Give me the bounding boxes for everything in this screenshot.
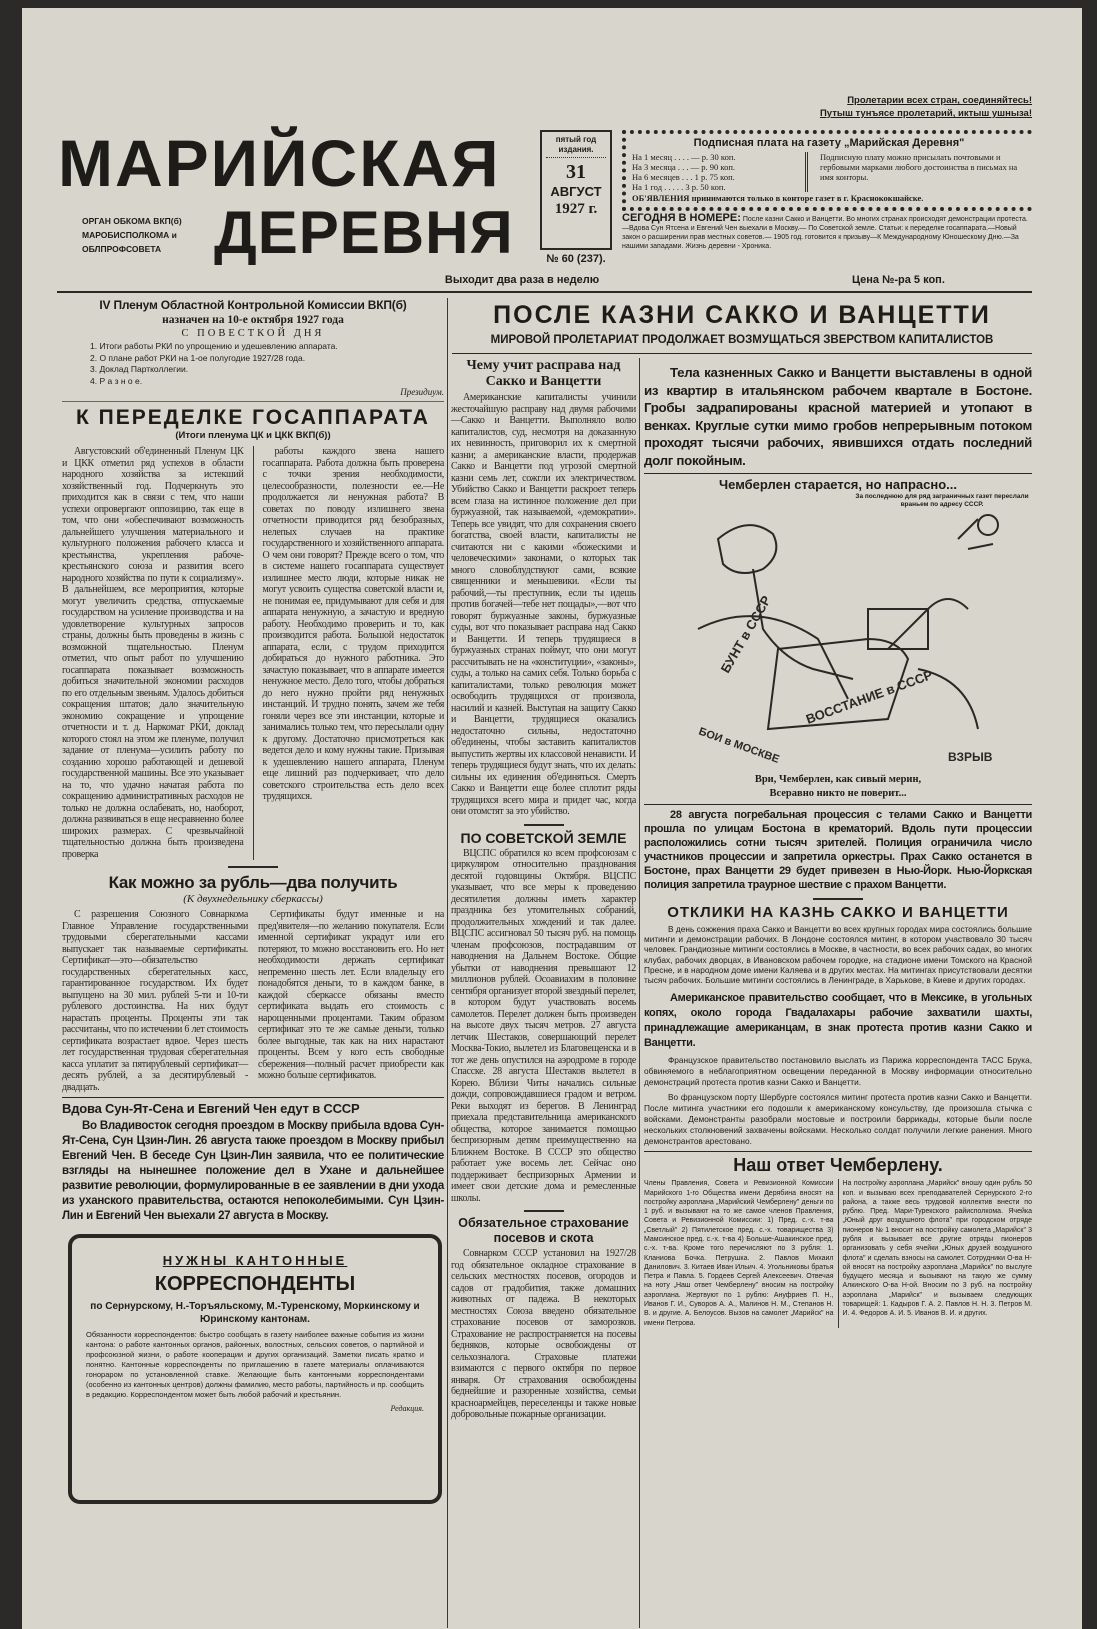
article-text: 28 августа погребальная процессия с телами Сакко и Ванцетти прошла по улицам Бостона в крематорий. Вдоль пути процессии расположились сотни тысяч зрителей. Полиция ограничила число участников процессии и запретила оркестры. Прах Сакко останется в Бостоне, прах Ванцетти 29 будет привезен в Нью-Йорк. Нью-Йоркская полиция запретила траурное шествие с прахом Ванцетти. bbox=[644, 809, 1032, 891]
masthead-organ: ОРГАН ОБКОМА ВКП(б) МАРОБИСПОЛКОМА и ОБЛПРОФСОВЕТА bbox=[82, 216, 182, 254]
column-divider bbox=[639, 358, 640, 1628]
korr-signature: Редакция. bbox=[390, 1404, 424, 1413]
today-label: СЕГОДНЯ В НОМЕРЕ: bbox=[622, 212, 741, 224]
divider bbox=[452, 353, 1032, 354]
sacco-subhead: МИРОВОЙ ПРОЛЕТАРИАТ ПРОДОЛЖАЕТ ВОЗМУЩАТЬСЯ ЗВЕРСТВОМ КАПИТАЛИСТОВ bbox=[490, 334, 994, 346]
agenda-item: 3. Доклад Партколлегии. bbox=[90, 364, 189, 374]
gosapparat-header bbox=[62, 405, 444, 442]
insurance-title: Обязательное страхование посевов и скота bbox=[458, 1216, 629, 1245]
frequency: Выходит два раза в неделю bbox=[444, 274, 600, 286]
cartoon-label: ВЗРЫВ bbox=[948, 750, 993, 764]
rubl-columns bbox=[62, 909, 444, 1093]
korr-text: Обязанности корреспондентов: быстро сообщать в газету наиболее важные события из жизни кантона: о работе кантонных органов, районных, волостных, сельских советов, о партийной и профсоюзной жизни, о работе кооперации и других организаций. Заметки писать кратко и понятно. Кантонные корреспонденты по приглашению в газете материалы оплачиваются гонораром по установленной ставке. Желающие быть кантонными корреспондентами (особенно из кантонных центров) должны фамилию, место работы, партийность и пр. сообщить в редакцию. Корреспондентом может быть любой рабочий и крестьянин. bbox=[86, 1330, 424, 1399]
gosapparat-col1 bbox=[62, 446, 244, 860]
slogan-russian: Пролетарии всех стран, соединяйтесь! bbox=[847, 95, 1032, 106]
cartoon-title: Чемберлен старается, но напрасно... bbox=[719, 477, 957, 492]
divider bbox=[228, 866, 278, 868]
article-text: Тела казненных Сакко и Ванцетти выставлены в одной из квартир в итальянском рабочем квартале в Бостоне. Гробы задрапированы красной материей и утопают в венках. Круглые сутки мимо гробов непрерывным потоком проходят тысячи рабочих, явившихся отдать последний долг покойным. bbox=[644, 365, 1032, 468]
subscription-rate: На 1 год . . . . . 3 р. 50 коп. bbox=[632, 182, 726, 192]
left-column bbox=[62, 298, 444, 1504]
article-text: Во Владивосток сегодня проездом в Москву прибыла вдова Сун-Ят-Сена, Сун Цзин-Лин. 26 августа также проездом в Москву прибыл Евгений Чен. В беседе Сун Цзин-Лин заявила, что ее политические взгляды на нынешнее положение дел в Ухане и дальнейшее развитие революции, формулированные в ее заявлении в дни ухода из уханского правительства, остаются непоколебимыми. Сун Цзин-Лин и Евгений Чен выехали 27 августа в Москву. bbox=[62, 1120, 444, 1222]
slogan-mari: Путыш тунъясе пролетарий, иктыш ушныза! bbox=[819, 108, 1032, 119]
mexico-text: Американское правительство сообщает, что в Мексике, в угольных копях, около города Гвадалахары рабочие захватили шахты, принадлежащие американцам, в знак протеста против казни Сакко и Ванцетти. bbox=[644, 992, 1032, 1050]
masthead-rule bbox=[57, 291, 1032, 293]
middle-column bbox=[451, 358, 636, 1421]
divider bbox=[644, 1151, 1032, 1152]
plenum-date: назначен на 10-е октября 1927 года bbox=[162, 314, 344, 326]
divider bbox=[62, 401, 444, 402]
subscription-rate: На 3 месяца . . . — р. 90 коп. bbox=[632, 162, 736, 172]
otkliki-text1: В день сожжения праха Сакко и Ванцетти во всех крупных городах мира состоялись большие митинги и демонстрации рабочих. В Лондоне состоялся митинг, в котором участвовало 30 тысяч человек. Грандиозные митинги состоялись в Москве, в частности, во всех рабочих садах, во многих клубах, рабочих дворцах, в Ивановском рабочем городке, на стадионе имени Томского на Красной Пресне, и в народном доме имени Каляева и в других местах. На митингах присутствовали десятки тысяч рабочих. Большие митинги состоялись в Ленинграде, в Харькове, в Киеве и других городах. bbox=[644, 924, 1032, 986]
today-in-issue bbox=[622, 214, 1032, 251]
subscription-note: Подписную плату можно присылать почтовыми и гербовыми марками любого достоинства в письмах на имя конторы. bbox=[805, 152, 1026, 192]
article-text: Августовский об'единенный Пленум ЦК и ЦКК отметил ряд успехов в области народного хозяйства за истекший хозяйственный год. Подчеркнуть это приходится как в связи с тем, что наши успехи опровергают оппозицию, так еще в том, что они «обеспечивают возможность дальнейшего улучшения материального и культурного положения рабочего класса и крестьянства, укрепления рабоче-крестьянского союза и развития всего народного хозяйства по пути к социализму». В дальнейшем, все мероприятия, которые могут увеличить средства, отпускаемые государством на усиление производства и на удовлетворение культурных запросов страны, должны быть проведены в жизнь с возможной тщательностью. Пленум отметил, что опыт работ по улучшению госаппарата показывает возможность добиться значительной экономии расходов по его отдельным звеньям. Удалось добиться сокращения штатов; дало значительную экономию сокращение и упрощение отчетности и т. д. Наркомат РКИ, доклад которого стоял на этом же пленуме, получил задание от пленума—усилить работу по созданию хорошо работающей и дешевой государственной машины. Все это указывает на то, что удачно начатая работа по сокращению административных расходов не только не должна ослабевать, но, наоборот, должна развиваться в еще несравненно более широких размерах. С чрезвычайной тщательностью должна быть произведена проверка bbox=[62, 446, 244, 860]
article-text: Совнарком СССР установил на 1927/28 год обязательное окладное страхование в сельских местностях посевов, огородов и садов от градобития, также домашних животных от падежа. В некоторых местностях Союза введено обязательное страхование посевов от заморозков. Страхование не распространяется на посевы бедняков, которые освобождены от сельхозналога. Страховые платежи взимаются с первого октября по первое января. От страхования освобождены беднейшие и разоренные хозяйства, семьи красноармейцев, переселенцы и также новые добровольные пожарные организации. bbox=[451, 1248, 636, 1420]
subscription-box bbox=[622, 130, 1032, 211]
cartoon-label: ВОССТАНИЕ в СССР bbox=[803, 667, 935, 727]
newspaper-page bbox=[22, 8, 1082, 1629]
rubl-title: Как можно за рубль—два получить bbox=[108, 873, 398, 892]
right-column bbox=[644, 364, 1032, 1328]
plenum-title: IV Пленум Областной Контрольной Комиссии ВКП(б) bbox=[99, 298, 407, 312]
divider bbox=[644, 804, 1032, 805]
article-text: С разрешения Союзного Совнаркома Главное Управление государственными трудовыми сберегательными кассами выпускает так называемые сертификаты. Сертификат—это—обязательство государственных сберегательных касс, гарантированное государством. Их будет выпущено на 30 мил. рублей 5-ти и 10-ти рублевого достоинства. На них будут нарастать проценты. Проценты эти так рассчитаны, что по истечении 6 лет стоимость сертификата возрастает вдвое. Через шесть лет государственная трудовая сберегательная касса уплатит за пятирублевый сертификат—десять рублей, а за десятирублевый - двадцать. bbox=[62, 909, 248, 1093]
cartoon-subtitle: За последнюю для ряд заграничных газет переслали враньем по адресу СССР. bbox=[855, 493, 1029, 508]
correspondents-box bbox=[68, 1234, 442, 1504]
article-text: Сертификаты будут именные и на пред'явителя—по желанию покупателя. Если именной сертификат украдут или его потеряют, то можно восстановить его. Но нет необходимости держать сертификат непременно шесть лет. Если владельцу его понадобятся деньги, то в каждом банке, в каждой сберкассе обязаны вместо сертификата выдать его стоимость с нарощенными процентами. Таким образом сертификат это те же самые деньги, только более выгодные, так как на них нарастают проценты. Всем у кого есть свободные сбережения—полный расчет приобрести как можно больше сертификатов. bbox=[258, 909, 444, 1081]
publication-year: пятый год издания. bbox=[546, 135, 606, 158]
column-divider bbox=[838, 1179, 839, 1328]
cartoon-label: БУНТ в СССР bbox=[717, 593, 774, 676]
column-divider bbox=[253, 446, 254, 860]
agenda-item: 4. Р а з н о е. bbox=[90, 375, 143, 386]
gosapparat-subtitle: (Итоги пленума ЦК и ЦКК ВКП(б)) bbox=[175, 430, 331, 441]
cartoon-chamberlain bbox=[658, 509, 1018, 771]
otvet-col2: На постройку аэроплана „Марийск" вношу один рубль 50 коп. и вызываю всех преподавателей Сернурского 2-го района, а также весь трудовой коллектив внести по рублю. Пред. Мари-Турекского райисполкома. Ячейка „Юный друг воздушного флота" при городском отряде пионеров № 1 вносит на постройку самолета „Марийск" 3 рубля и вызывает все другие отряды пионеров организовать у себя ячейки „Юных друзей воздушного флота" и сделать взносы на самолет. Сотрудники О-ва Н-ой вносят на постройку аэроплана „Марийск" по выслуге будущего месяца и вызывают на такую же сумму Алкинского О-ва Н-ой. Вносим по 3 руб. на постройку аэроплана „Марийск" и вызываем следующих товарищей: 1. Кадыров Г. А. 2. Павлов Н. Н. 3. Петров М. И. 4. Федоров А. И. 5. Иванов В. И. и других. bbox=[842, 1180, 1032, 1318]
divider bbox=[644, 473, 1032, 474]
divider bbox=[62, 1097, 444, 1098]
divider bbox=[813, 898, 863, 900]
otvet-col1: Члены Правления, Совета и Ревизионной Комиссии Марийского 1-го Общества имени Дерябина вносят на постройку аэроплана „Марийский Чемберлену" деньги по 1 руб. и вызывают на то же самое членов Правления, Совета и Ревизионной Комиссии: 1) Пред. с.-х. т-ва „Светлый" 2) Пятилетское пред. с.-х. товарищества 3) Мамсинское пред. с.-х. т-ва 4) Больше-Ашакинское пред. с.-х. т-ва. Кроме того перечисляют по 3 рубля: 1. Кланиова Бочка. Петрушка. 2. Павлов Михаил Данилович. 3. Китаев Иван Ильич. 4. Угольниковы братья Петра и Павла. 5. Гордеев Сергей Алексеевич. Отвечая на ноту „Наш ответ Чемберлену" вносим на постройку аэроплана. Жертвуют по 1 рублю: Ануфриев П. Н., Иванов Г. И., Суворов А. А., Малинов Н. М., Степанов Н. В. и другие. А. Белоусов. Вызов на самолет „Марийск" на имени Петрова. bbox=[644, 1180, 834, 1327]
ads-note: ОБ'ЯВЛЕНИЯ принимаются только в конторе газет в г. Краснококшайске. bbox=[632, 193, 924, 203]
plenum-signature: Президиум. bbox=[400, 387, 444, 397]
otkliki-text2: Французское правительство постановило выслать из Парижа корреспондента ТАСС Брука, обвиняемого в неблагоприятном освещении переданной в Москву информации относительно демонстраций протеста против казни Сакко и Ванцетти. bbox=[644, 1055, 1032, 1088]
date-day: 31 bbox=[566, 161, 586, 183]
soviet-title: ПО СОВЕТСКОЙ ЗЕМЛЕ bbox=[460, 829, 627, 846]
subscription-title: Подписная плата на газету „Марийская Деревня" bbox=[693, 137, 965, 149]
article-text: Американские капиталисты учинили жесточайшую расправу над двумя рабочими—Сакко и Ванцетти. Выполняло волю капиталистов, суд, несмотря на доказанную их невинность, приговорил их к смертной казни; а американские власти, продержав Сакко и Ванцетти под угрозой смертной казни семь лет, сожгли их электричеством. Убийство Сакко и Ванцетти раскроет теперь всем глаза на истинное положение дел при буржуазной, так называемой, «демократии». Теперь все увидят, что для сохранения своего богатства, своей власти, капиталисты не считаются ни с какими «божескими и человеческими» законами, о которых так много словоблудствуют сами, всякие священники и меньшевики. «Если ты рабочий,—ты преступник, если ты идешь против богачей—тебе нет пощады»,—вот что говорят буржуазные законы, буржуазные суды, вот что показывает расправа над Сакко и Ванцетти. И теперь трудящиеся в буржуазных странах поймут, что они могут рассчитывать не на «конституции», «законы», суды, а только на самих себя. Только борьба с капиталистами, только революция может освободить трудящихся от произвола, насилий и казней. Выступая на защиту Сакко и Ванцетти, трудящиеся оказались недостаточно сильны, недостаточно об'единены, чтобы заставить капиталистов выпустить жертвы их классовой ненависти. И теперь трудящиеся будут знать, что их делать: сильны их единения об'единяться. Смерть Сакко и Ванцетти еще более сплотит ряды трудящихся всего мира и придет час, когда они отомстят за это убийство. bbox=[451, 392, 636, 817]
date-year: 1927 г. bbox=[554, 201, 598, 217]
cartoon-caption bbox=[644, 773, 1032, 801]
gosapparat-title: К ПЕРЕДЕЛКЕ ГОСАППАРАТА bbox=[76, 406, 430, 429]
cartoon-illustration bbox=[658, 509, 1018, 771]
subscription-rate: На 6 месяцев . . . 1 р. 75 коп. bbox=[632, 172, 735, 182]
agenda-item: 1. Итоги работы РКИ по упрощению и удешевлению аппарата. bbox=[90, 341, 338, 351]
funeral-text bbox=[644, 808, 1032, 892]
column-divider bbox=[447, 298, 448, 1628]
otvet-title: Наш ответ Чемберлену. bbox=[733, 1155, 943, 1176]
masthead-title-line1: МАРИЙСКАЯ bbox=[58, 126, 501, 200]
masthead-title-line2: ДЕРЕВНЯ bbox=[214, 199, 514, 266]
cartoon-label: БОИ в МОСКВЕ bbox=[696, 725, 781, 766]
divider bbox=[524, 824, 564, 826]
uchit-title: Чему учит расправа над Сакко и Ванцетти bbox=[466, 358, 621, 389]
rubl-header bbox=[62, 872, 444, 906]
korr-title1: НУЖНЫ КАНТОННЫЕ bbox=[162, 1253, 348, 1268]
korr-subtitle: по Сернурскому, Н.-Торъяльскому, М.-Туренскому, Моркинскому и Юринскому кантонам. bbox=[90, 1301, 420, 1325]
korr-title2: КОРРЕСПОНДЕНТЫ bbox=[154, 1273, 356, 1295]
slogans bbox=[807, 94, 1032, 120]
agenda-item: 2. О плане работ РКИ на 1-ое полугодие 1927/28 года. bbox=[90, 352, 306, 363]
masthead-right bbox=[622, 130, 1032, 251]
rubl-col2 bbox=[258, 909, 444, 1093]
sacco-headline: ПОСЛЕ КАЗНИ САККО И ВАНЦЕТТИ bbox=[493, 301, 991, 329]
caption-line: Всеравно никто не поверит... bbox=[769, 788, 907, 799]
article-text: ВЦСПС обратился ко всем профсоюзам с циркуляром относительно празднования десятой годовщины Октября. ВЦСПС указывает, что все меры к проведению десятилетия должны иметь характер праздника без утомительных собраний, продолжительных хождений и так далее. ВЦСПС ассигновал 50 тысяч руб. на помощь членам профсоюзов, пострадавшим от наводнения на Дальнем Востоке. Общие убытки от наводнения превышают 12 миллионов рублей. Осоавиахим в половине сентября организует второй звездный перелет, в котором будут участвовать восемь самолетов. Перелет должен быть произведен на высоте двух тысяч метров. 27 августа летчик Шестаков, совершающий перелет Москва-Токио, вылетел из Благовещенска и в тот же день опустился на аэродроме в городе Спасске. 28 августа Шестаков вылетел в Корею. Вблизи Читы начались сильные дожди, сопровождавшиеся градом и ветром. Реки выходят из берегов. В Ленинград приехала представительница американского общества, которое занимается помощью беспризорным детям преимущественно на Ближнем Востоке. В СССР это общество работает уже восемь лет. Сейчас оно поддерживает беспризорных Армении и имеет свои детские дома и ремесленные школы. bbox=[451, 847, 636, 1204]
otkliki-text3: Во французском порту Шербурге состоялся митинг протеста против казни Сакко и Ванцетти. После митинга участники его подошли к американскому консульству, где произошла стычка с войсками. Демонстранты разобрали мостовые и построили баррикады, которые были после нескольких столкновений захвачены войсками. Несколько солдат получили легкие ранения. Много демонстрантов арестовано. bbox=[644, 1092, 1032, 1147]
otkliki-title: ОТКЛИКИ НА КАЗНЬ САККО И ВАНЦЕТТИ bbox=[667, 904, 1009, 921]
issue-number: № 60 (237). bbox=[546, 253, 606, 265]
sacco-lead bbox=[644, 364, 1032, 469]
gosapparat-columns bbox=[62, 446, 444, 860]
gosapparat-col2 bbox=[262, 446, 444, 860]
soviet-text bbox=[451, 848, 636, 1205]
date-box bbox=[540, 130, 612, 250]
chen-text bbox=[62, 1119, 444, 1224]
divider bbox=[524, 1210, 564, 1212]
today-text: После казни Сакко и Ванцетти. Во многих странах происходят демонстрации протеста.—Вдова Сун Ятсена и Евгений Чен выехали в Москву.— По Советской земле. Статьи: к переделке госаппарата.—Новый закон о расширении прав местных советов.— 1905 год. готовится к призыву—К Международному Юношескому Дню.—За нашими западами. Жизнь деревни - Хроника. bbox=[622, 216, 1028, 250]
chen-title: Вдова Сун-Ят-Сена и Евгений Чен едут в СССР bbox=[62, 1101, 360, 1116]
plenum-notice bbox=[62, 298, 444, 398]
caption-line: Ври, Чемберлен, как сивый мерин, bbox=[754, 774, 922, 785]
date-month: АВГУСТ bbox=[550, 184, 602, 199]
uchit-text bbox=[451, 392, 636, 818]
plenum-agenda-label: С ПОВЕСТКОЙ ДНЯ bbox=[181, 328, 325, 339]
subscription-rate: На 1 месяц . . . . — р. 30 коп. bbox=[632, 152, 736, 162]
rubl-subtitle: (К двухнедельнику сберкассы) bbox=[183, 893, 323, 905]
article-text: работы каждого звена нашего госаппарата. Работа должна быть проверена с точки зрения необходимости, целесообразности, полезности ее.—Не продолжается ли ненужная работа? В советах по поводу излишнего звена отчетности приводится ряд безобразных, нелепых случаев на практике государственного и хозяйственного аппарата. О чем они говорят? Прежде всего о том, что в системе нашего госаппарата существует излишнее место люди, которые никак не могут усвоить существа советской власти и, не понимая ее, придумывают для себя и для аппарата ненужную, а зачастую и вредную работу. Необходимо проверить и то, как производится работа. Большой недостаток аппарата, если, с трудом приходится добираться до нужного работника. Это зачастую показывает, что в аппарате имеется ненужное место. Дело того, чтобы добраться до него нужно пройти ряд ненужных инстанций. И трудно понять, зачем же тебя гоняли через все эти инстанции, которые и занимались только тем, что пересылали одну к другому. Достаточно присмотреться как ведется дело и кому нужны такие. Призывая к удешевлению нашего аппарата, Пленум еще лишний раз подчеркивает, что дело советского строительства есть дело всех трудящихся. bbox=[262, 446, 444, 802]
otvet-columns bbox=[644, 1179, 1032, 1328]
rubl-col1 bbox=[62, 909, 248, 1093]
price: Цена №-ра 5 коп. bbox=[852, 274, 945, 286]
insurance-text bbox=[451, 1248, 636, 1421]
